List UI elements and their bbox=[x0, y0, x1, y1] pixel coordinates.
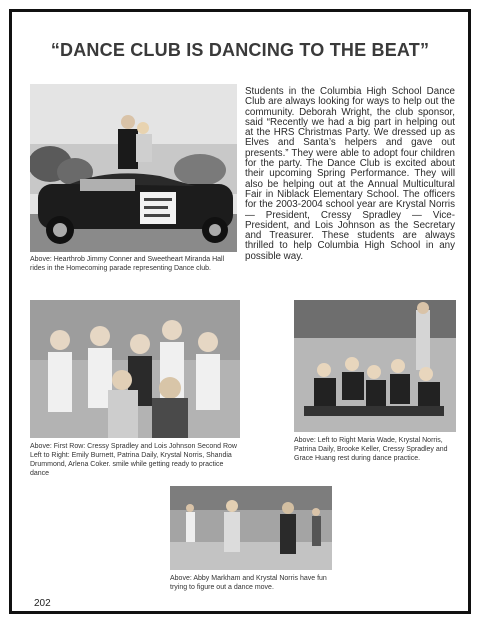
article-body: Students in the Columbia High School Dance Club are always looking for ways to help out the community. Deborah Wright, the club sponsor, said “Recently we had a big part in helping out at the HRS Christmas Party. We dressed up as Elves and Santa’s helpers and gave out presents.” They were able to adopt four children for the party. The Dance Club is excited about their upcoming Spring Performance. They will also be helping out at the Annual Multicultural Fair in Niblack Elementary School. The officers for the 2003-2004 school year are Krystal Norris — President, Cressy Spradley — Vice-President, and Lois Johnson as the Secretary and Treasurer. These students are always thrilled to help Columbia High School in any possible way. bbox=[245, 86, 455, 262]
dance-move-photo-illustration bbox=[170, 486, 332, 570]
page-number: 202 bbox=[34, 598, 51, 609]
resting-photo-caption: Above: Left to Right Maria Wade, Krystal Norris, Patrina Daily, Brooke Keller, Cressy Spradley and Grace Huang rest during dance practice. bbox=[294, 437, 448, 462]
page-title: “DANCE CLUB IS DANCING TO THE BEAT” bbox=[50, 40, 430, 60]
parade-photo-caption: Above: Hearthrob Jimmy Conner and Sweetheart Miranda Hall rides in the Homecoming parade representing Dance club. bbox=[30, 256, 225, 272]
dance-move-photo bbox=[170, 486, 332, 570]
group-photo bbox=[30, 300, 240, 438]
resting-photo-illustration bbox=[294, 300, 456, 432]
resting-photo bbox=[294, 300, 456, 432]
dance-move-photo-caption: Above: Abby Markham and Krystal Norris have fun trying to figure out a dance move. bbox=[170, 575, 327, 591]
yearbook-page bbox=[9, 9, 471, 614]
parade-photo-illustration bbox=[30, 84, 237, 252]
group-photo-caption: Above: First Row: Cressy Spradley and Lois Johnson Second Row Left to Right: Emily Burnett, Patrina Daily, Krystal Norris, Shandia Drummond, Arlena Coker. smile while getting ready to practice dance bbox=[30, 443, 237, 477]
parade-photo bbox=[30, 84, 237, 252]
group-photo-illustration bbox=[30, 300, 240, 438]
